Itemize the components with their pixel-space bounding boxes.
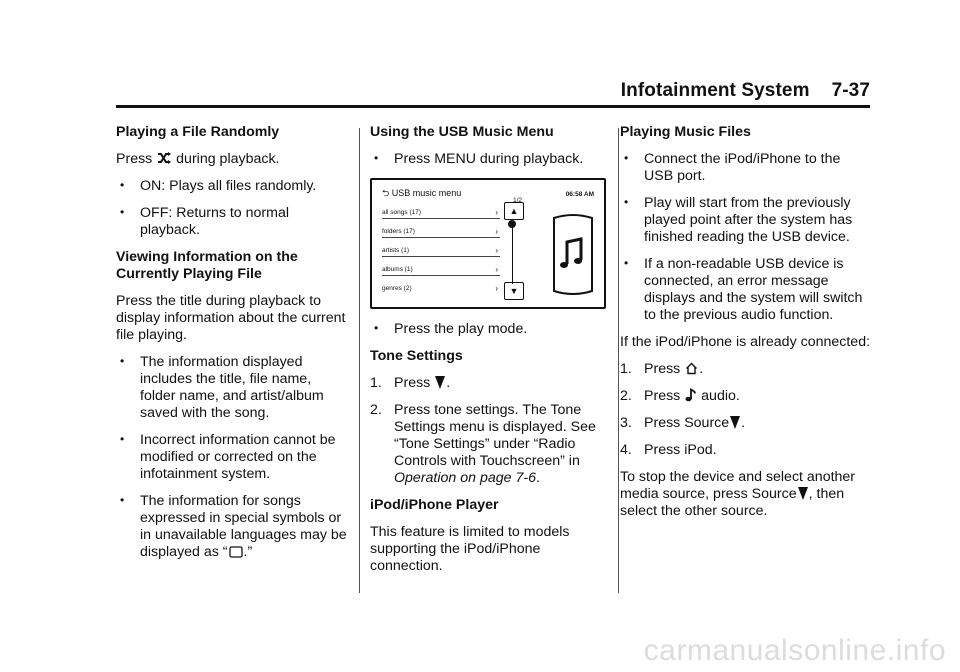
scroll-up-icon: ▲ [504, 202, 524, 220]
figure-title [382, 185, 461, 202]
text: . [535, 470, 540, 486]
text: Press [394, 375, 431, 391]
header-rule [116, 105, 870, 108]
section-title: Infotainment System [620, 80, 810, 101]
text: albums (1) [382, 266, 413, 273]
music-note-icon [685, 388, 696, 402]
list-item [116, 493, 350, 561]
text: . [446, 375, 451, 391]
step-item: 2. Press tone settings. The Tone Settings menu is displayed. See “Tone Settings” under “Radio Controls with Touchscreen” in Operation on page 7-6. [370, 402, 596, 486]
step-item: 3. Press Source . [620, 415, 746, 431]
text: audio. [701, 388, 740, 404]
heading-info: Viewing Information on the Currently Playing File [116, 249, 298, 282]
text: Press tone settings. The Tone Settings menu is displayed. See “Tone Settings” under “Radio Controls with Touchscreen” in [394, 402, 596, 469]
text: The information for songs expressed in special symbols or in unavailable languages may be displayed as “ [140, 493, 347, 560]
blank-box-icon [229, 546, 243, 558]
chevron-right-icon: › [495, 265, 498, 274]
info-paragraph: Press the title during playback to display information about the current file playing. [116, 293, 346, 343]
text: artists (1) [382, 247, 410, 254]
chevron-right-icon: › [495, 208, 498, 217]
watermark: carmanualsonline.info [643, 634, 946, 667]
list-item: • Press the play mode. [370, 321, 606, 338]
press-shuffle-text [116, 151, 350, 168]
column-3 [620, 124, 872, 530]
cross-reference: Operation on page 7-6 [394, 470, 536, 486]
down-triangle-icon [798, 487, 808, 500]
stop-device-text [620, 469, 872, 520]
page-header [116, 80, 870, 106]
text: . [699, 361, 704, 377]
page-number: 7-37 [831, 80, 870, 101]
column-1 [116, 124, 350, 571]
list-item: • Connect the iPod/iPhone to the USB port. [620, 151, 872, 185]
figure-page: 1/2 [513, 197, 523, 204]
column-divider [359, 128, 360, 593]
text: Press [644, 361, 681, 377]
text: Press [116, 151, 153, 167]
list-item: • The information displayed includes the title, file name, folder name, and artist/album saved with the song. [116, 354, 350, 422]
text: .” [243, 544, 253, 560]
scroll-down-icon: ▼ [504, 282, 524, 300]
menu-item [382, 204, 500, 219]
down-triangle-icon [730, 416, 740, 429]
text: during playback. [176, 151, 280, 167]
text: folders (17) [382, 228, 415, 235]
scroll-track [512, 226, 513, 284]
text: . [741, 415, 746, 431]
heading-tone: Tone Settings [370, 348, 463, 364]
heading-random: Playing a File Randomly [116, 124, 280, 140]
step-item: 2. Press audio. [620, 388, 740, 404]
text: Press iPod. [644, 442, 717, 458]
menu-item [382, 261, 500, 276]
text: To stop the device and select another media source, press Source [620, 469, 856, 502]
already-connected-text: If the iPod/iPhone is already connected: [620, 334, 871, 350]
heading-usb-menu: Using the USB Music Menu [370, 124, 554, 140]
list-item: • ON: Plays all files randomly. [116, 178, 350, 195]
step-item: 4. Press iPod. [620, 442, 717, 458]
chevron-right-icon: › [495, 227, 498, 236]
menu-item [382, 223, 500, 238]
text: all songs (17) [382, 209, 422, 216]
list-item: • OFF: Returns to normal playback. [116, 205, 350, 239]
heading-play-files: Playing Music Files [620, 124, 751, 140]
chevron-right-icon: › [495, 246, 498, 255]
music-note-icon [548, 212, 598, 297]
usb-menu-figure [370, 178, 606, 309]
list-item: • Incorrect information cannot be modified or corrected on the infotainment system. [116, 432, 350, 483]
chevron-right-icon: › [495, 284, 498, 293]
header-title [621, 80, 870, 102]
step-item: 1. Press . [370, 375, 451, 391]
back-icon: ⮌ [382, 188, 390, 198]
down-triangle-icon [435, 376, 445, 389]
text: genres (2) [382, 285, 412, 292]
text: , then select the other source. [620, 486, 845, 519]
text: Press [644, 388, 681, 404]
list-item: • Press MENU during playback. [370, 151, 606, 168]
home-icon [685, 362, 698, 375]
column-2 [370, 124, 606, 585]
menu-item [382, 242, 500, 257]
list-item: • Play will start from the previously played point after the system has finished reading the USB device. [620, 195, 872, 246]
text: USB music menu [391, 188, 462, 198]
column-divider [618, 128, 619, 593]
ipod-paragraph: This feature is limited to models supporting the iPod/iPhone connection. [370, 524, 570, 574]
step-item: 1. Press . [620, 361, 704, 377]
text: Press Source [644, 415, 730, 431]
heading-ipod: iPod/iPhone Player [370, 497, 499, 513]
list-item: • If a non-readable USB device is connected, an error message displays and the system will switch to the previous audio function. [620, 256, 872, 324]
scroll-knob [508, 220, 516, 228]
figure-time: 06:58 AM [565, 191, 594, 198]
shuffle-icon [157, 151, 171, 165]
menu-item [382, 280, 500, 294]
